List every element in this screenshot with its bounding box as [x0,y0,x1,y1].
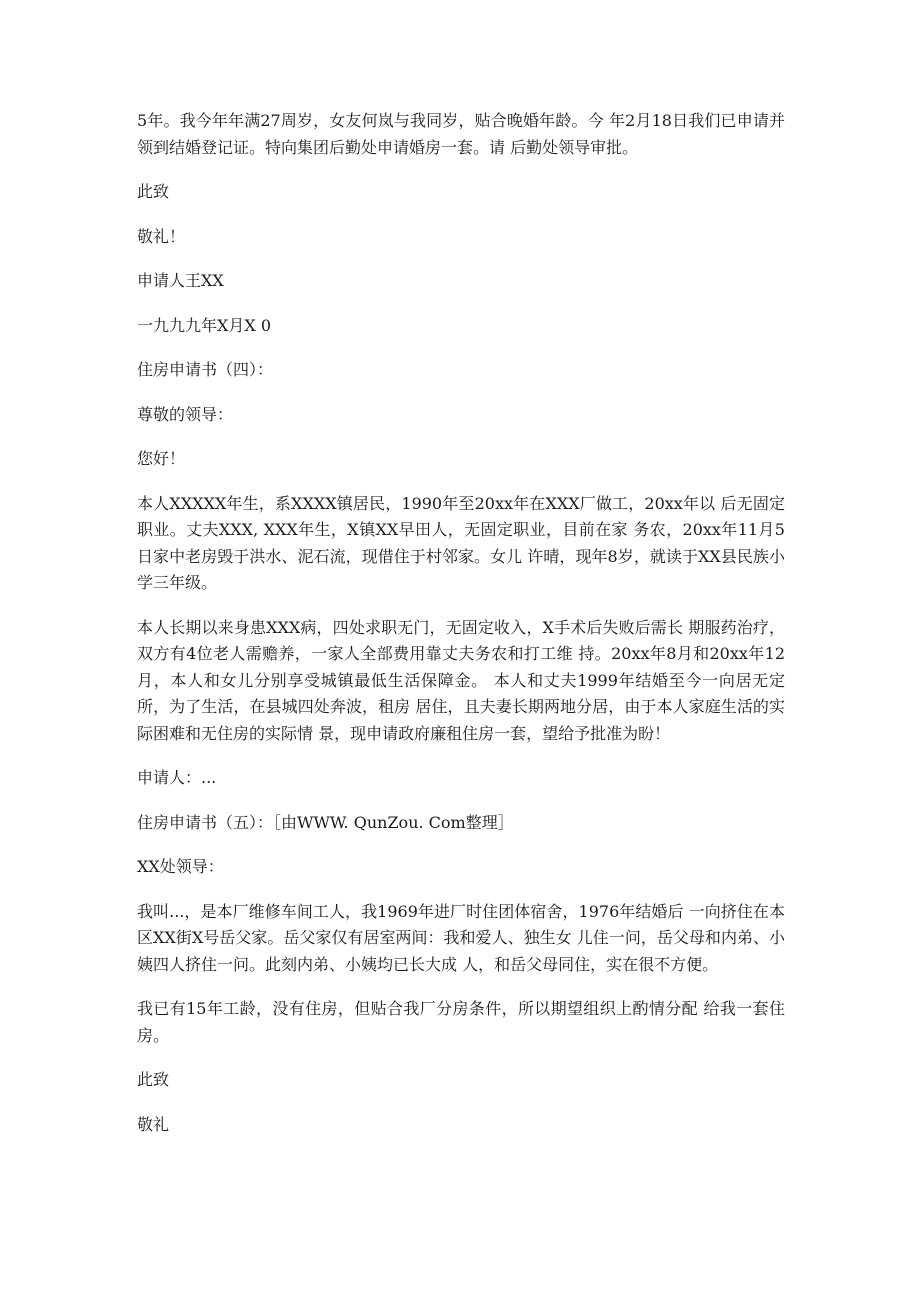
paragraph-intro: 5年。我今年年满27周岁，女友何岚与我同岁，贴合晚婚年龄。今 年2月18日我们已申请并领到结婚登记证。特向集团后勤处申请婚房一套。请 后勤处领导审批。 [137,111,785,157]
letter-greeting: 您好！ [137,449,186,468]
letter-addressee-2: XX处领导： [137,857,224,876]
paragraph-request: 我已有15年工龄，没有住房，但贴合我厂分房条件，所以期望组织上酌情分配 给我一套住房。 [137,999,785,1045]
letter-addressee: 尊敬的领导： [137,404,234,424]
paragraph-background: 本人XXXXX年生，系XXXX镇居民，1990年至20xx年在XXX厂做工，20xx年以 后无固定职业。丈夫XXX, XXX年生，X镇XX早田人，无固定职业，目前在家 务农，20xx年11月5日家中老房毁于洪水、泥石流，现借住于村邻家。女儿 许晴，现年8岁，就读于XX县民族小学三年级。 [137,493,785,592]
section-title-four: 住房申请书（四）： [137,360,274,379]
applicant-signature: 申请人王XX [137,271,224,290]
closing-salutation-2: 此致 [137,1070,170,1089]
paragraph-situation: 我叫...，是本厂维修车间工人，我1969年进厂时住团体宿舍，1976年结婚后 一向挤住在本区XX街X号岳父家。岳父家仅有居室两间：我和爱人、独生女 儿住一问，岳父母和内弟、小姨四人挤住一问。此刻内弟、小姨均已长大成 人，和岳父母同住，实在很不方便。 [137,901,785,974]
applicant-line: 申请人：... [137,768,217,787]
signature-date: 一九九九年X月X 0 [137,315,272,335]
paragraph-hardship: 本人长期以来身患XXX病，四处求职无门，无固定收入，X手术后失败后需长 期服药治疗，双方有4位老人需赡养，一家人全部费用靠丈夫务农和打工维 持。20xx年8月和20xx年12月，本人和女儿分别享受城镇最低生活保障金。 本人和丈夫1999年结婚至今一向居无定所，为了生活，在县城四处奔波，租房 居住，且夫妻长期两地分居，由于本人家庭生活的实际困难和无住房的实际情 景，现申请政府廉租住房一套，望给予批准为盼！ [137,617,785,743]
document-body [137,108,785,1156]
closing-respect-2: 敬礼 [137,1114,170,1134]
section-title-five: 住房申请书（五）：［由WWW. QunZou. Com整理］ [137,812,514,832]
closing-salutation: 此致 [137,182,170,201]
closing-respect: 敬礼！ [137,226,186,246]
